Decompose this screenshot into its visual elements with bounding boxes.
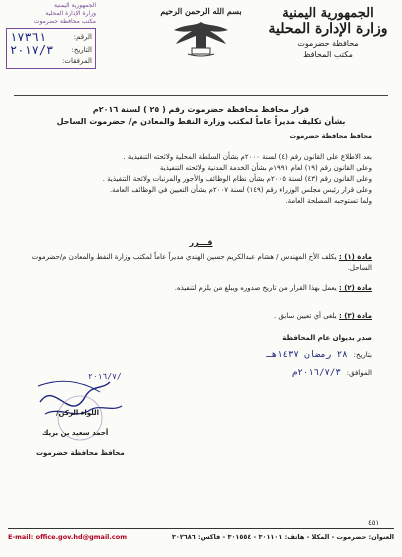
stamp-number-value: ١٧٣٦١: [10, 30, 47, 44]
article-label: مادة (٢) :: [338, 284, 372, 292]
article-text: يكلف الأخ المهندس / هشام عبدالكريم حسين الهندي مديراً عاماً لمكتب وزارة النفط والمعادن م/حضرموت الساحل.: [31, 253, 372, 272]
page-number: ٤٥١: [368, 519, 380, 527]
preamble-line: وعلى القانون رقم (٤٣) لسنة ٢٠٠٥م بشأن نظام الوظائف والأجور والمرتبات ولائحة التنفيذية .: [102, 175, 372, 183]
stamp-office: مكتب محافظة حضرموت: [33, 18, 96, 25]
signatory-title: محافظ محافظة حضرموت: [36, 449, 125, 457]
stamp-ministry: وزارة الإدارة المحلية: [45, 10, 96, 17]
issued-at: صدر بديوان عام المحافظة: [282, 334, 372, 342]
preamble-line: وعلى قرار رئيس مجلس الوزراء رقم (١٤٩) لسنة ٢٠٠٧م بشأن التعيين في الوظائف العامة.: [109, 186, 372, 194]
article-label: مادة (١) :: [338, 253, 372, 261]
gregorian-date-label: الموافق:: [346, 369, 372, 377]
emblem-block: [158, 6, 244, 58]
hijri-date-label: بتاريخ:: [353, 351, 372, 359]
stamp-date-label: التاريخ:: [71, 46, 92, 54]
governorate-name: محافظة حضرموت: [297, 39, 359, 48]
article-1: [27, 252, 372, 274]
decree-issuer: محافظ محافظة حضرموت: [289, 132, 372, 140]
stamp-country: الجمهورية اليمنية: [53, 2, 96, 9]
registry-stamp: [6, 2, 96, 92]
decree-title: قرار محافظ محافظة حضرموت رقم ( ٢٥ ) لسنة ٢٠١٦م: [92, 105, 310, 114]
signatory-rank: اللواء الركن/: [56, 409, 99, 417]
letterhead: [268, 6, 388, 60]
article-2: [27, 283, 372, 294]
preamble-line: بعد الاطلاع على القانون رقم (٤) لسنة ٢٠٠٠م بشأن السلطة المحلية ولائحته التنفيذية .: [123, 153, 372, 161]
basmala: بسم الله الرحمن الرحيم: [160, 6, 242, 16]
footer-email: E-mail: office.gov.hd@gmail.com: [8, 533, 127, 541]
hijri-date-value: ٢٨ رمضان ١٤٣٧هـ: [266, 350, 348, 360]
stamp-number-label: الرقم:: [73, 33, 92, 41]
footer-address: العنوان: حضرموت - المكلا - هاتف: ٣٠١١٠١ - ٣٠١٥٥٤ - فاكس: ٣٠٢٦٨٦: [171, 533, 394, 541]
stamp-attachments-label: المرفقات:: [62, 57, 92, 65]
gregorian-date-value: ٢٠١٦/٧/٣م: [291, 368, 341, 378]
article-text: يعمل بهذا القرار من تاريخ صدوره ويبلغ من يلزم لتنفيذه.: [174, 284, 337, 292]
footer-bar: [8, 533, 394, 542]
header-divider: [14, 95, 388, 96]
article-text: يلغى أي تعيين سابق .: [274, 312, 337, 320]
preamble-line: وعلى القانون رقم (١٩) لعام ١٩٩١م بشأن الخدمة المدنية ولائحته التنفيذية: [159, 164, 372, 172]
hijri-date-row: [266, 350, 372, 360]
stamp-date-value: ٢٠١٧/٣: [10, 43, 54, 57]
signature-date-scribble: ٢٠١٦/٧/: [88, 372, 122, 381]
gregorian-date-row: [292, 368, 372, 378]
decree-subject: بشأن تكليف مديراً عاماً لمكتب وزارة النفط والمعادن م/ حضرموت الساحل: [56, 117, 346, 126]
eagle-emblem-icon: [166, 18, 236, 58]
preamble-line: ولما تستوجبه المصلحة العامة.: [285, 197, 372, 205]
signatory-name: أحمد سعيد بن بريك: [42, 429, 109, 437]
decided-heading: قـــرر: [189, 238, 213, 247]
country-name: الجمهورية اليمنية: [282, 6, 374, 21]
article-label: مادة (٣) :: [338, 312, 372, 320]
footer-divider: [8, 528, 394, 529]
article-3: [27, 311, 372, 322]
preamble: [27, 152, 372, 207]
ministry-name: وزارة الإدارة المحلية: [268, 21, 388, 37]
office-name: مكتب المحافظ: [303, 50, 353, 59]
